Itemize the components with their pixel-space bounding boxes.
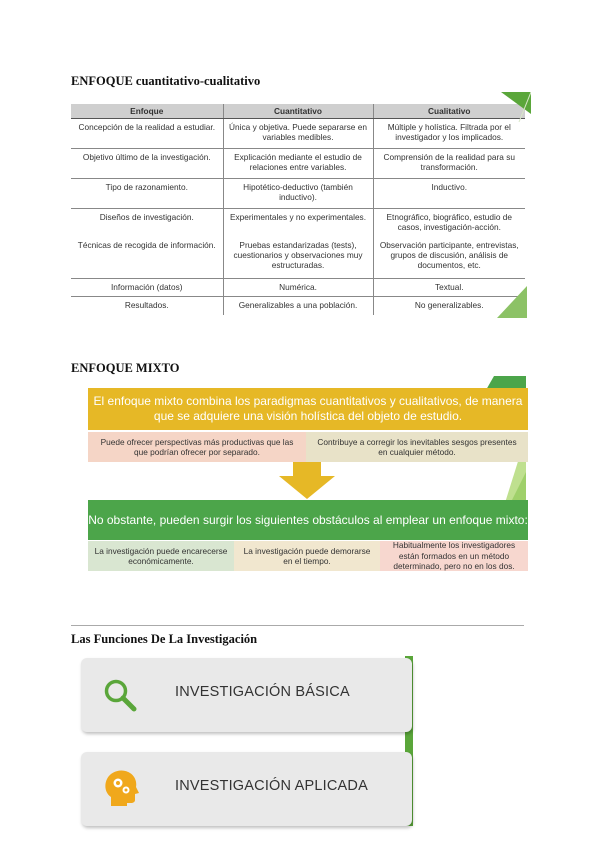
table-cell: Hipotético-deductivo (también inductivo). [223,179,373,209]
section-title-enfoque: ENFOQUE cuantitativo-cualitativo [71,74,261,88]
table-cell: Tipo de razonamiento. [71,179,223,209]
table-cell: Textual. [373,279,525,297]
table-header-row [71,104,525,119]
obstacle-cell: La investigación puede demorarse en el tiempo. [234,541,380,571]
table-cell: Resultados. [124,300,169,311]
card-label: INVESTIGACIÓN BÁSICA [175,684,350,700]
section-title-mixto: ENFOQUE MIXTO [71,361,180,375]
mixto-advantage-cell: Contribuye a corregir los inevitables sesgos presentes en cualquier método. [306,432,528,462]
table-cell: Diseños de investigación. [99,212,194,222]
mixto-banner: El enfoque mixto combina los paradigmas cuantitativos y cualitativos, de manera que se adquiere una visión holística del objeto de estudio. [88,388,528,430]
obstacle-cell: La investigación puede encarecerse económicamente. [88,541,234,571]
table-row [71,119,525,149]
table-cell: Comprensión de la realidad para su transformación. [373,149,525,179]
table-cell: Pruebas estandarizadas (tests), cuestionarios y observaciones muy estructuradas. [223,237,373,279]
table-cell: Generalizables a una población. [223,297,373,315]
table-cell: Etnográfico, biográfico, estudio de casos, investigación-acción. [386,212,512,233]
card-investigacion-basica [81,658,412,732]
table-row [71,237,525,279]
obstacle-cell: Habitualmente los investigadores están formados en un método determinado, pero no en los dos. [380,541,528,571]
table-cell: No generalizables. [414,300,484,311]
table-cell: Múltiple y holística. Filtrada por el investigador y los implicados. [373,119,525,149]
section-divider [71,625,524,626]
head-gears-icon [103,768,139,808]
magnifier-icon [103,678,137,712]
table-cell: Concepción de la realidad a estudiar. [71,119,223,149]
card-label: INVESTIGACIÓN APLICADA [175,778,368,794]
table-row [71,149,525,179]
green-corner-decoration [491,92,531,122]
green-corner-decoration-bottom [483,284,527,318]
table-row [71,279,525,297]
table-cell: Única y objetiva. Puede separarse en variables medibles. [223,119,373,149]
header-cualitativo: Cualitativo [373,104,525,119]
mixto-advantage-cell: Puede ofrecer perspectivas más productivas que las que podrían ofrecer por separado. [88,432,306,462]
comparison-table [71,104,525,315]
table-cell: Información (datos) [71,279,223,297]
obstacles-banner: No obstante, pueden surgir los siguientes obstáculos al emplear un enfoque mixto: [88,500,528,540]
table-cell: Explicación mediante el estudio de relaciones entre variables. [223,149,373,179]
table-cell: Observación participante, entrevistas, grupos de discusión, análisis de documentos, etc. [373,237,525,279]
table-row [71,179,525,209]
header-enfoque: Enfoque [71,104,223,119]
table-row [71,209,525,237]
table-cell: Objetivo último de la investigación. [71,149,223,179]
section-title-funciones: Las Funciones De La Investigación [71,632,258,646]
comparison-table-wrapper [71,104,525,316]
table-row [71,297,525,315]
table-cell: Inductivo. [373,179,525,209]
table-cell: Numérica. [223,279,373,297]
table-cell: Experimentales y no experimentales. [223,209,373,237]
down-arrow-icon [277,462,337,500]
header-cuantitativo: Cuantitativo [223,104,373,119]
table-cell: Técnicas de recogida de información. [71,237,223,279]
card-investigacion-aplicada [81,752,412,826]
